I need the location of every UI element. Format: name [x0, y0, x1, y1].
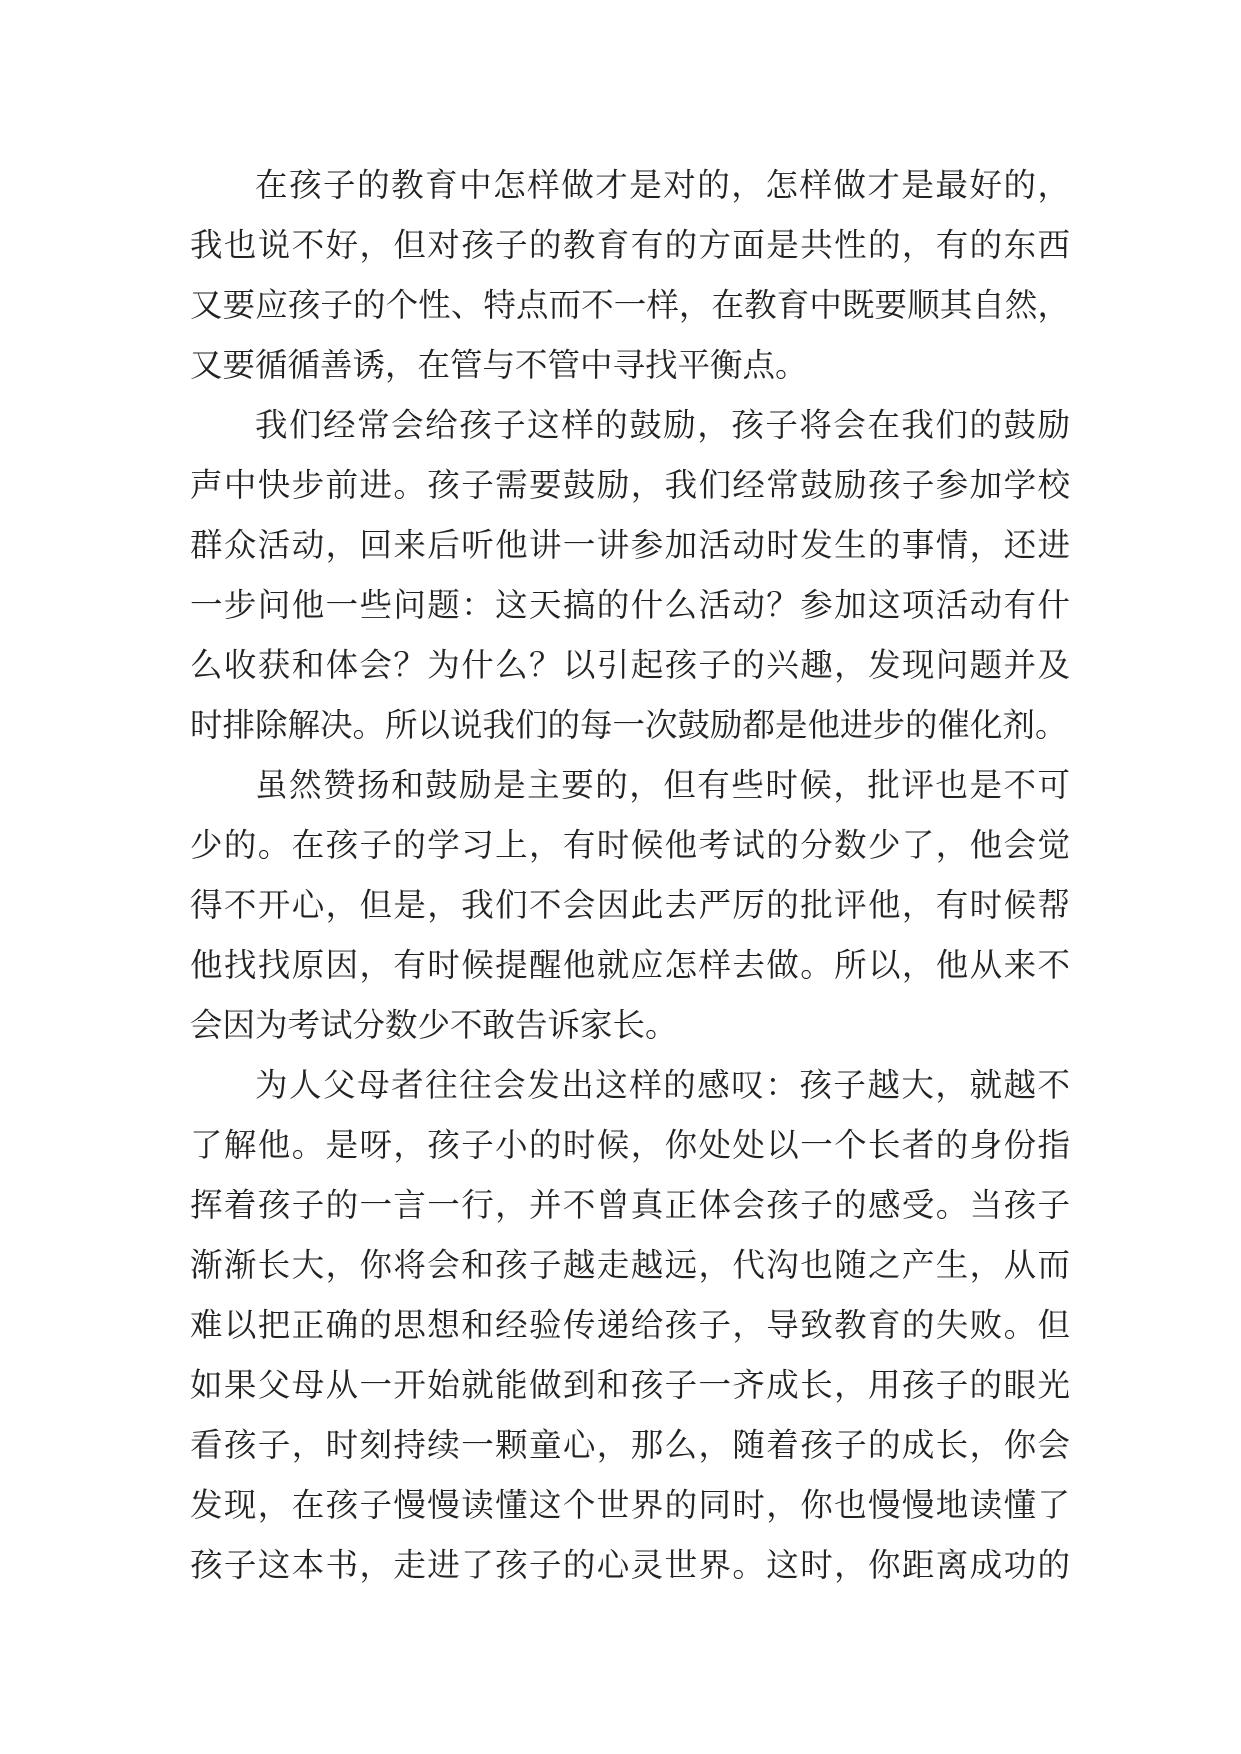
paragraph	[190, 395, 1070, 755]
text-line: 了解他。是呀，孩子小的时候，你处处以一个长者的身份指	[190, 1126, 1070, 1164]
text-line: 少的。在孩子的学习上，有时候他考试的分数少了，他会觉	[190, 826, 1070, 864]
text-line: 群众活动，回来后听他讲一讲参加活动时发生的事情，还进	[190, 526, 1070, 564]
text-line: 他找找原因，有时候提醒他就应怎样去做。所以，他从来不	[190, 946, 1070, 984]
text-line: 得不开心，但是，我们不会因此去严厉的批评他，有时候帮	[190, 886, 1070, 924]
text-line: 我们经常会给孩子这样的鼓励，孩子将会在我们的鼓励	[255, 406, 1070, 444]
text-line: 渐渐长大，你将会和孩子越走越远，代沟也随之产生，从而	[190, 1246, 1070, 1284]
paragraph	[190, 755, 1070, 1055]
text-line: 虽然赞扬和鼓励是主要的，但有些时候，批评也是不可	[255, 766, 1070, 804]
text-line: 又要应孩子的个性、特点而不一样，在教育中既要顺其自然，	[190, 286, 1070, 324]
text-line: 声中快步前进。孩子需要鼓励，我们经常鼓励孩子参加学校	[190, 466, 1070, 504]
text-line: 会因为考试分数少不敢告诉家长。	[190, 1006, 678, 1044]
text-line: 为人父母者往往会发出这样的感叹：孩子越大，就越不	[255, 1066, 1070, 1104]
body-text	[190, 155, 1070, 1595]
text-line: 难以把正确的思想和经验传递给孩子，导致教育的失败。但	[190, 1306, 1070, 1344]
paragraph	[190, 155, 1070, 395]
text-line: 如果父母从一开始就能做到和孩子一齐成长，用孩子的眼光	[190, 1366, 1070, 1404]
text-line: 么收获和体会？为什么？以引起孩子的兴趣，发现问题并及	[190, 646, 1070, 684]
text-line: 孩子这本书，走进了孩子的心灵世界。这时，你距离成功的	[190, 1546, 1070, 1584]
text-line: 我也说不好，但对孩子的教育有的方面是共性的，有的东西	[190, 226, 1070, 264]
text-line: 看孩子，时刻持续一颗童心，那么，随着孩子的成长，你会	[190, 1426, 1070, 1464]
text-line: 挥着孩子的一言一行，并不曾真正体会孩子的感受。当孩子	[190, 1186, 1070, 1224]
text-line: 又要循循善诱，在管与不管中寻找平衡点。	[190, 346, 808, 384]
text-line: 发现，在孩子慢慢读懂这个世界的同时，你也慢慢地读懂了	[190, 1486, 1070, 1524]
paragraph	[190, 1055, 1070, 1595]
text-line: 时排除解决。所以说我们的每一次鼓励都是他进步的催化剂。	[190, 706, 1068, 744]
text-line: 一步问他一些问题：这天搞的什么活动？参加这项活动有什	[190, 586, 1070, 624]
text-line: 在孩子的教育中怎样做才是对的，怎样做才是最好的，	[255, 166, 1070, 204]
